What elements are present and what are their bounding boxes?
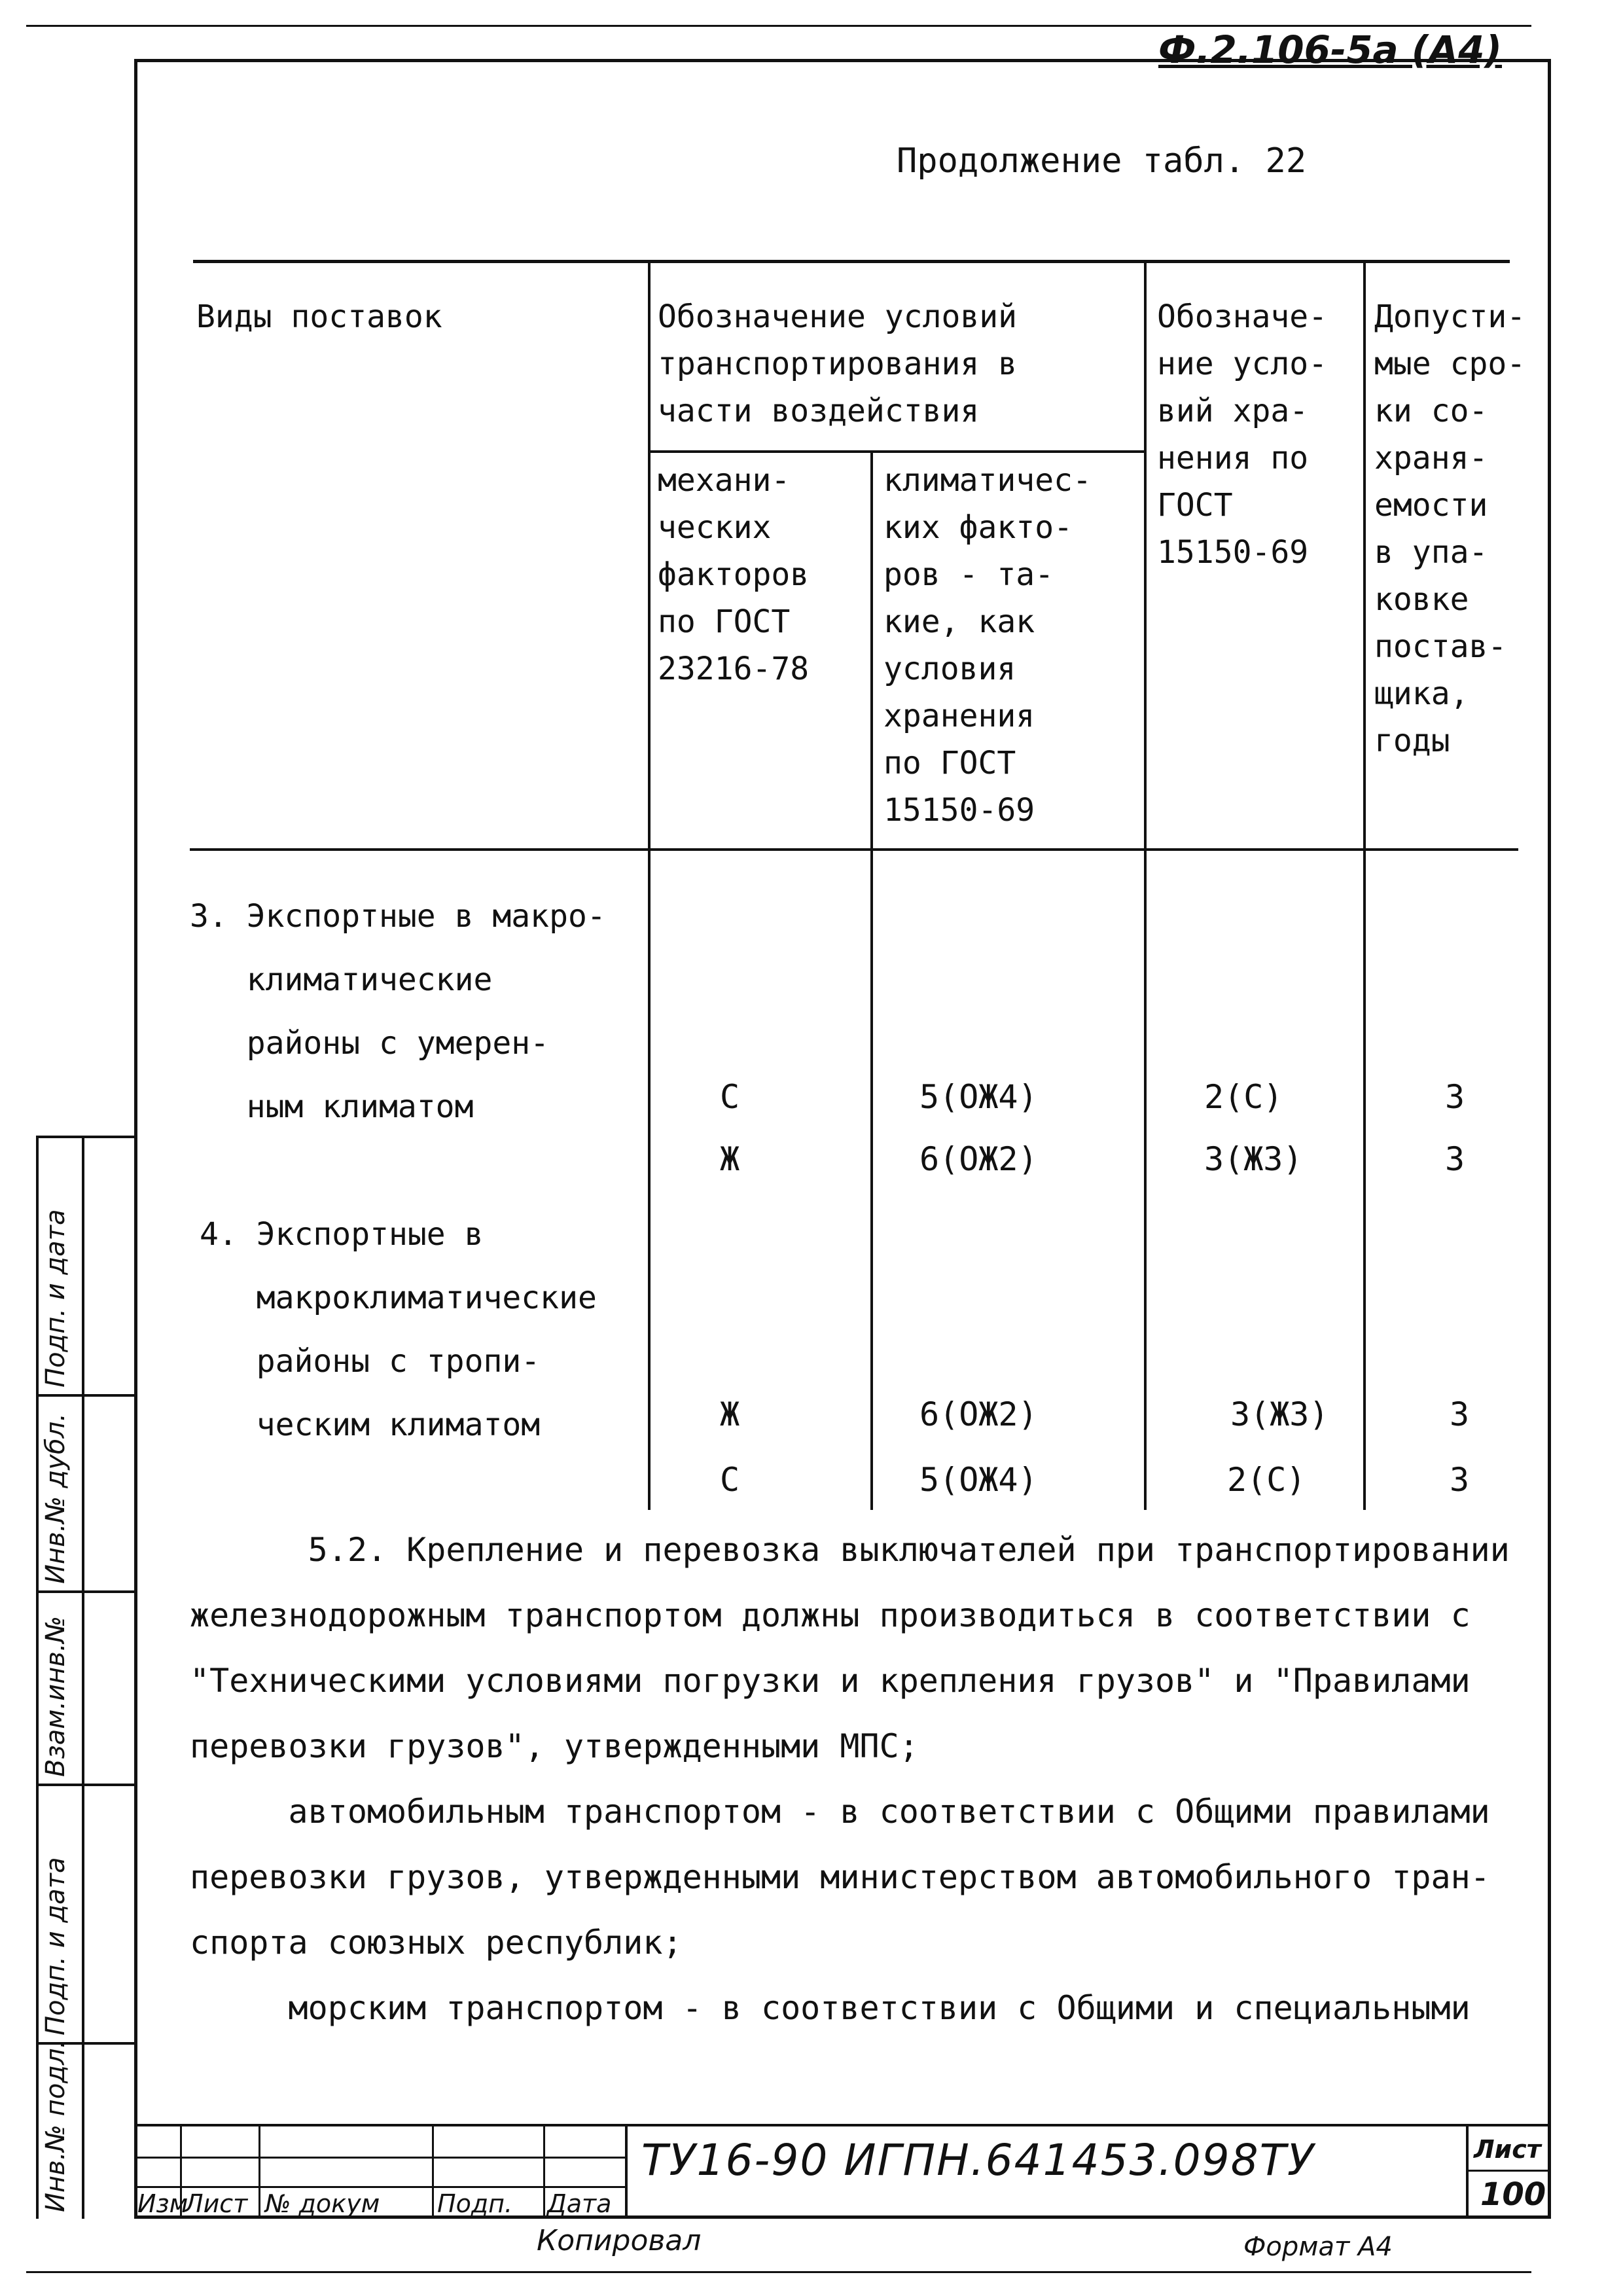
stamp-col-sign: Подп.	[437, 2189, 513, 2218]
side-label: Взам.инв.№	[41, 1615, 71, 1777]
row-label: 3. Экспортные в макро- климатические районы с умерен- ным климатом	[190, 898, 606, 1125]
cell-stor: 3(Ж3)	[1204, 1140, 1303, 1178]
header-climatic: климатичес- ких факто- ров - та- кие, как условия хранения по ГОСТ 15150-69	[883, 462, 1092, 829]
stamp-copied: Копировал	[537, 2224, 702, 2257]
table-caption: Продолжение табл. 22	[897, 141, 1307, 181]
top-rule	[26, 25, 1531, 27]
side-label: Подп. и дата	[41, 1209, 71, 1388]
side-label: Инв.№ подл.	[41, 2039, 71, 2212]
stamp-col-list: Лист	[185, 2189, 248, 2218]
row-label: 4. Экспортные в макроклиматические районы с тропи- ческим климатом	[200, 1216, 597, 1443]
side-label: Инв.№ дубл.	[41, 1413, 71, 1584]
cell-life: 3	[1445, 1140, 1465, 1178]
stamp-doc-code: ТУ16-90 ИГПН.641453.098ТУ	[641, 2135, 1315, 2185]
cell-life: 3	[1450, 1461, 1470, 1499]
stamp-sheet-number: 100	[1480, 2176, 1546, 2213]
cell-clim: 6(ОЖ2)	[919, 1140, 1038, 1178]
header-transport-group: Обозначение условий транспортирования в части воздействия	[658, 298, 1018, 429]
header-mechanical: механи- ческих факторов по ГОСТ 23216-78	[658, 462, 810, 687]
cell-stor: 3(Ж3)	[1230, 1395, 1329, 1433]
cell-mech: Ж	[720, 1140, 740, 1178]
header-shelf-life: Допусти- мые сро- ки со- храня- емости в упа- ковке постав- щика, годы	[1374, 298, 1526, 759]
cell-life: 3	[1450, 1395, 1470, 1433]
cell-stor: 2(С)	[1227, 1461, 1306, 1499]
side-label: Подп. и дата	[41, 1857, 71, 2036]
paragraph-sea: морским транспортом - в соответствии с Общими и специальными	[190, 1989, 1471, 2027]
header-storage: Обозначе- ние усло- вий хра- нения по ГОСТ 15150-69	[1157, 298, 1328, 571]
cell-mech: С	[720, 1078, 740, 1116]
stamp-format: Формат А4	[1243, 2232, 1393, 2262]
paragraph-5-2: 5.2. Крепление и перевозка выключателей при транспортировании железнодорожным транспортом должны производиться в соответствии с "Техническими условиями погрузки и крепления грузов" и "Правилами перевозки грузов", утвержденными МПС;	[190, 1531, 1510, 1765]
cell-mech: С	[720, 1461, 740, 1499]
paragraph-auto: автомобильным транспортом - в соответствии с Общими правилами перевозки грузов, утвержденными министерством автомобильного тран- спорта союзных республик;	[190, 1793, 1490, 1962]
stamp-col-doc: № докум	[265, 2189, 380, 2218]
stamp-col-izm: Изм	[137, 2189, 188, 2218]
cell-mech: Ж	[720, 1395, 740, 1433]
cell-clim: 5(ОЖ4)	[919, 1461, 1038, 1499]
stamp-col-date: Дата	[547, 2189, 612, 2218]
cell-clim: 5(ОЖ4)	[919, 1078, 1038, 1116]
cell-life: 3	[1445, 1078, 1465, 1116]
form-code: Ф.2.106-5а (А4)	[1158, 27, 1503, 72]
cell-clim: 6(ОЖ2)	[919, 1395, 1038, 1433]
cell-stor: 2(С)	[1204, 1078, 1283, 1116]
bottom-rule	[26, 2271, 1531, 2273]
header-supply-types: Виды поставок	[196, 298, 442, 335]
stamp-sheet-label: Лист	[1474, 2135, 1541, 2164]
